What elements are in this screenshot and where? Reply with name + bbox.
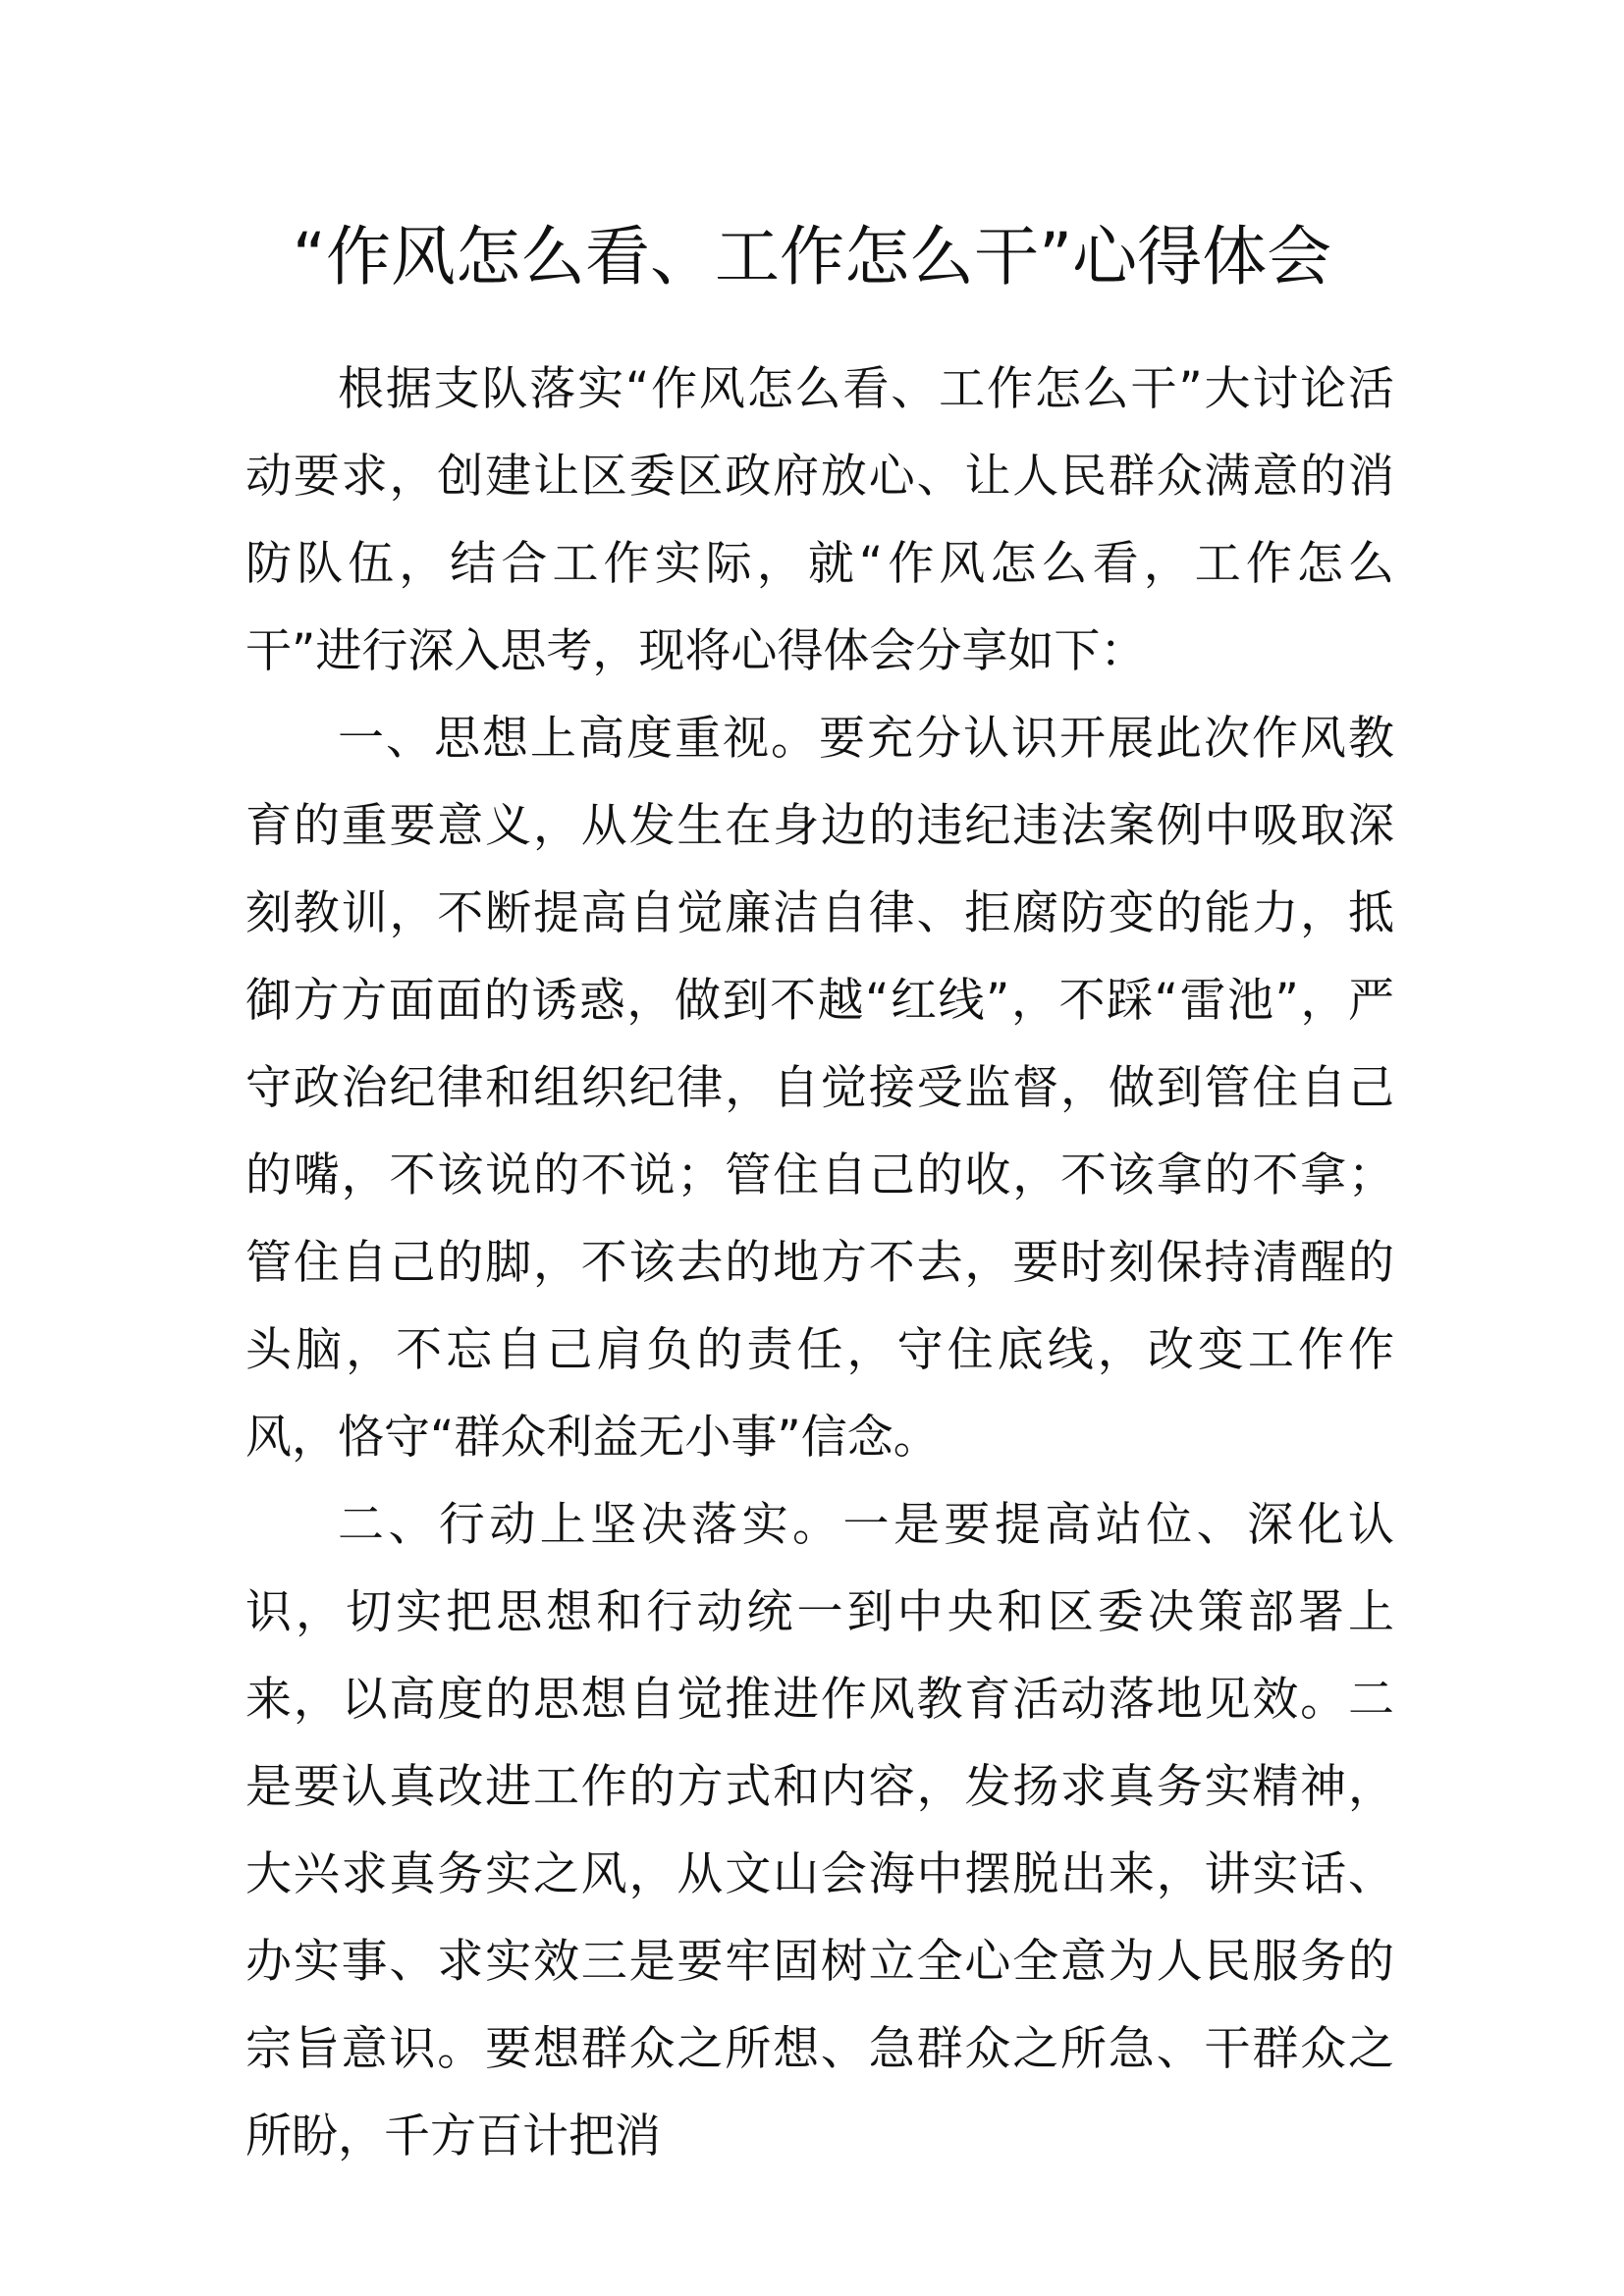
paragraph-intro: 根据支队落实“作风怎么看、工作怎么干”大讨论活动要求，创建让区委区政府放心、让人民群众满意的消防队伍，结合工作实际，就“作风怎么看，工作怎么干”进行深入思考，现将心得体会分享如下： (245, 362, 1394, 678)
paragraph-section-1: 一、思想上高度重视。要充分认识开展此次作风教育的重要意义，从发生在身边的违纪违法案例中吸取深刻教训，不断提高自觉廉洁自律、拒腐防变的能力，抵御方方面面的诱惑，做到不越“红线”，不踩“雷池”，严守政治纪律和组织纪律，自觉接受监督，做到管住自己的嘴，不该说的不说；管住自己的收，不该拿的不拿；管住自己的脚，不该去的地方不去，要时刻保持清醒的头脑，不忘自己肩负的责任，守住底线，改变工作作风，恪守“群众利益无小事”信念。 (245, 712, 1394, 1465)
paragraph-section-2: 二、行动上坚决落实。一是要提高站位、深化认识，切实把思想和行动统一到中央和区委决策部署上来，以高度的思想自觉推进作风教育活动落地见效。二是要认真改进工作的方式和内容，发扬求真务实精神，大兴求真务实之风，从文山会海中摆脱出来，讲实话、办实事、求实效三是要牢固树立全心全意为人民服务的宗旨意识。要想群众之所想、急群众之所急、干群众之所盼，千方百计把消 (245, 1498, 1394, 2163)
document-body (245, 346, 1394, 2180)
document-title: “作风怎么看、工作怎么干”心得体会 (292, 219, 1332, 294)
